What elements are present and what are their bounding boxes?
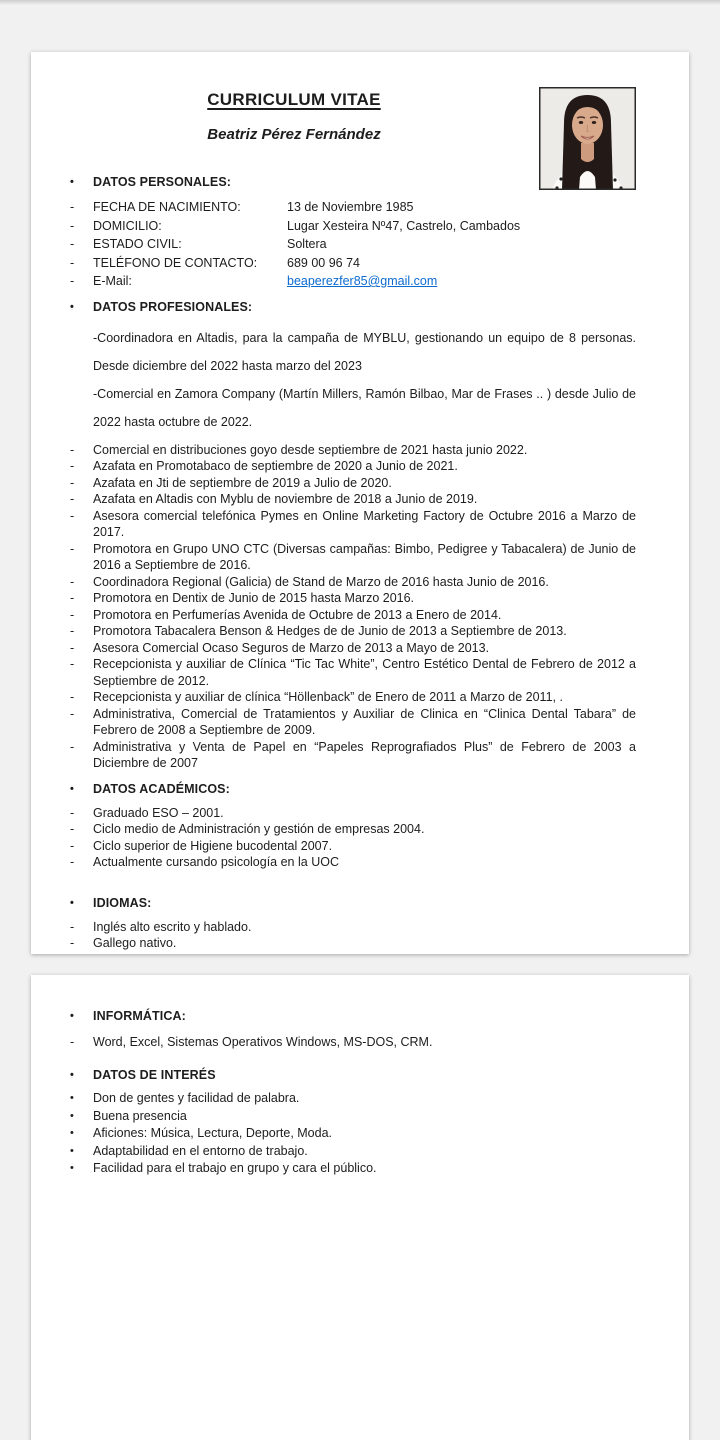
dash-icon: -	[70, 739, 75, 754]
field-value: Lugar Xesteira Nº47, Castrelo, Cambados	[287, 218, 521, 233]
list-item	[70, 919, 636, 936]
dash-icon: -	[70, 459, 75, 473]
list-item	[70, 838, 636, 855]
list-item-text: Azafata en Promotabaco de septiembre de 2020 a Junio de 2021.	[93, 459, 458, 473]
field-value: 13 de Noviembre 1985	[287, 200, 414, 214]
list-item	[70, 442, 636, 459]
list-item	[70, 541, 636, 574]
list-item-text: Promotora en Dentix de Junio de 2015 hasta Marzo 2016.	[93, 591, 415, 605]
section-heading-academicos	[70, 781, 636, 798]
list-item	[70, 458, 636, 475]
dash-icon: -	[70, 805, 75, 820]
personal-row	[70, 254, 636, 273]
bullet-icon: •	[70, 1010, 74, 1022]
field-label: TELÉFONO DE CONTACTO:	[93, 255, 258, 270]
dash-icon: -	[70, 657, 75, 671]
interests-list	[70, 1090, 636, 1178]
section-heading-label: DATOS DE INTERÉS	[93, 1068, 216, 1082]
profesionales-paragraphs	[70, 324, 636, 436]
page-title: CURRICULUM VITAE	[207, 90, 381, 109]
list-item	[70, 508, 636, 541]
field-value: 689 00 96 74	[287, 255, 360, 270]
dash-icon: -	[70, 237, 75, 251]
bullet-icon: •	[70, 1144, 74, 1157]
list-item	[70, 623, 636, 640]
list-item	[70, 574, 636, 591]
email-link[interactable]: beaperezfer85@gmail.com	[287, 274, 438, 288]
dash-icon: -	[70, 218, 75, 233]
cv-page-2	[31, 975, 689, 1440]
list-item	[70, 1125, 636, 1143]
list-item	[70, 656, 636, 689]
paragraph: -Comercial en Zamora Company (Martín Millers, Ramón Bilbao, Mar de Frases .. ) desde Julio de 2022 hasta octubre de 2022.	[93, 386, 636, 429]
field-label: ESTADO CIVIL:	[93, 237, 182, 251]
list-item	[70, 640, 636, 657]
dash-icon: -	[70, 442, 75, 457]
bullet-icon: •	[70, 1109, 74, 1122]
list-item	[70, 935, 636, 952]
dash-icon: -	[70, 919, 75, 934]
languages-list	[70, 919, 636, 952]
section-heading-label: INFORMÁTICA:	[93, 1009, 186, 1023]
list-item-text: Asesora comercial telefónica Pymes en Online Marketing Factory de Octubre 2016 a Marzo de 2017.	[93, 508, 636, 539]
list-item	[70, 739, 636, 772]
list-item-text: Recepcionista y auxiliar de Clínica “Tic Tac White”, Centro Estético Dental de Febrero de 2012 a Septiembre de 2012.	[93, 657, 636, 688]
list-item-text: Administrativa, Comercial de Tratamientos y Auxiliar de Clinica en “Clinica Dental Tabara” de Febrero de 2008 a Septiembre de 2009.	[93, 706, 636, 737]
list-item-text: Asesora Comercial Ocaso Seguros de Marzo de 2013 a Mayo de 2013.	[93, 640, 490, 655]
list-item	[70, 854, 636, 871]
cv-headings	[93, 89, 495, 144]
dash-icon: -	[70, 822, 75, 836]
list-item-text: Aficiones: Música, Lectura, Deporte, Moda.	[93, 1126, 333, 1140]
field-value: Soltera	[287, 237, 327, 251]
section-heading-profesionales	[70, 299, 636, 316]
section-heading-idiomas	[70, 895, 636, 912]
personal-row	[70, 198, 636, 217]
bullet-icon: •	[70, 176, 74, 188]
list-item-text: Azafata en Altadis con Myblu de noviembre de 2018 a Junio de 2019.	[93, 492, 478, 506]
section-heading-interes	[70, 1067, 636, 1084]
dash-icon: -	[70, 591, 75, 605]
personal-row-email	[70, 272, 636, 291]
list-item-text: Comercial en distribuciones goyo desde septiembre de 2021 hasta junio 2022.	[93, 442, 528, 457]
personal-row	[70, 235, 636, 254]
cv-subtitle-name: Beatriz Pérez Fernández	[207, 126, 381, 143]
list-item-text: Promotora Tabacalera Benson & Hedges de de Junio de 2013 a Septiembre de 2013.	[93, 624, 567, 638]
field-label: E-Mail:	[93, 274, 132, 288]
list-item	[70, 1160, 636, 1178]
list-item	[70, 491, 636, 508]
personal-row	[70, 217, 636, 236]
dash-icon: -	[70, 508, 75, 523]
list-item-text: Promotora en Grupo UNO CTC (Diversas campañas: Bimbo, Pedigree y Tabacalera) de Junio de 2016 a Septiembre de 2016.	[93, 541, 636, 572]
list-item-text: Azafata en Jti de septiembre de 2019 a Julio de 2020.	[93, 475, 392, 490]
list-item	[70, 1143, 636, 1161]
personal-data-rows	[70, 198, 636, 291]
list-item-text: Gallego nativo.	[93, 936, 177, 950]
cv-page-1	[31, 52, 689, 954]
section-heading-label: DATOS PERSONALES:	[93, 175, 232, 189]
list-item-text: Ciclo medio de Administración y gestión de empresas 2004.	[93, 822, 425, 836]
dash-icon: -	[70, 936, 75, 950]
top-shadow	[0, 0, 720, 5]
bullet-icon: •	[70, 1162, 74, 1174]
dash-icon: -	[70, 475, 75, 490]
list-item-text: Facilidad para el trabajo en grupo y cara el público.	[93, 1161, 377, 1175]
list-item	[70, 475, 636, 492]
list-item-text: Inglés alto escrito y hablado.	[93, 919, 252, 934]
portrait-photo	[539, 87, 636, 190]
dash-icon: -	[70, 607, 75, 622]
computer-skills-list	[70, 1034, 636, 1051]
section-heading-label: IDIOMAS:	[93, 895, 152, 910]
list-item-text: Graduado ESO – 2001.	[93, 805, 224, 820]
dash-icon: -	[70, 541, 75, 556]
list-item-text: Adaptabilidad en el entorno de trabajo.	[93, 1143, 308, 1158]
list-item-text: Buena presencia	[93, 1108, 187, 1123]
dash-icon: -	[70, 855, 75, 869]
list-item-text: Actualmente cursando psicología en la UOC	[93, 855, 339, 869]
dash-icon: -	[70, 255, 75, 270]
list-item	[70, 607, 636, 624]
bullet-icon: •	[70, 1092, 74, 1104]
list-item	[70, 689, 636, 706]
list-item-text: Word, Excel, Sistemas Operativos Windows, MS-DOS, CRM.	[93, 1035, 433, 1049]
section-heading-informatica	[70, 1008, 636, 1025]
list-item-text: Coordinadora Regional (Galicia) de Stand de Marzo de 2016 hasta Junio de 2016.	[93, 574, 549, 589]
list-item-text: Promotora en Perfumerías Avenida de Octubre de 2013 a Enero de 2014.	[93, 607, 502, 622]
bullet-icon: •	[70, 300, 74, 313]
bullet-icon: •	[70, 782, 74, 795]
academics-list	[70, 805, 636, 871]
list-item-text: Don de gentes y facilidad de palabra.	[93, 1091, 300, 1105]
list-item	[70, 1090, 636, 1108]
dash-icon: -	[70, 690, 75, 704]
list-item	[70, 1034, 636, 1051]
bullet-icon: •	[70, 896, 74, 909]
bullet-icon: •	[70, 1069, 74, 1081]
field-label: FECHA DE NACIMIENTO:	[93, 200, 241, 214]
paragraph: -Coordinadora en Altadis, para la campaña de MYBLU, gestionando un equipo de 8 personas. Desde diciembre del 2022 hasta marzo del 2023	[93, 330, 636, 373]
list-item	[70, 805, 636, 822]
dash-icon: -	[70, 200, 75, 214]
section-heading-label: DATOS ACADÉMICOS:	[93, 781, 230, 796]
list-item	[70, 821, 636, 838]
dash-icon: -	[70, 574, 75, 589]
bullet-icon: •	[70, 1127, 74, 1139]
dash-icon: -	[70, 274, 75, 288]
list-item-text: Administrativa y Venta de Papel en “Papeles Reprografiados Plus” de Febrero de 2003 a Diciembre de 2007	[93, 739, 636, 770]
list-item-text: Recepcionista y auxiliar de clínica “Höllenback” de Enero de 2011 a Marzo de 2011, .	[93, 690, 563, 704]
work-experience-list	[70, 442, 636, 772]
dash-icon: -	[70, 1035, 75, 1049]
dash-icon: -	[70, 624, 75, 638]
section-heading-label: DATOS PROFESIONALES:	[93, 299, 253, 314]
list-item	[70, 706, 636, 739]
dash-icon: -	[70, 706, 75, 721]
list-item	[70, 590, 636, 607]
list-item-text: Ciclo superior de Higiene bucodental 2007.	[93, 838, 333, 853]
dash-icon: -	[70, 492, 75, 506]
list-item	[70, 1108, 636, 1126]
dash-icon: -	[70, 640, 75, 655]
dash-icon: -	[70, 838, 75, 853]
field-label: DOMICILIO:	[93, 218, 162, 233]
